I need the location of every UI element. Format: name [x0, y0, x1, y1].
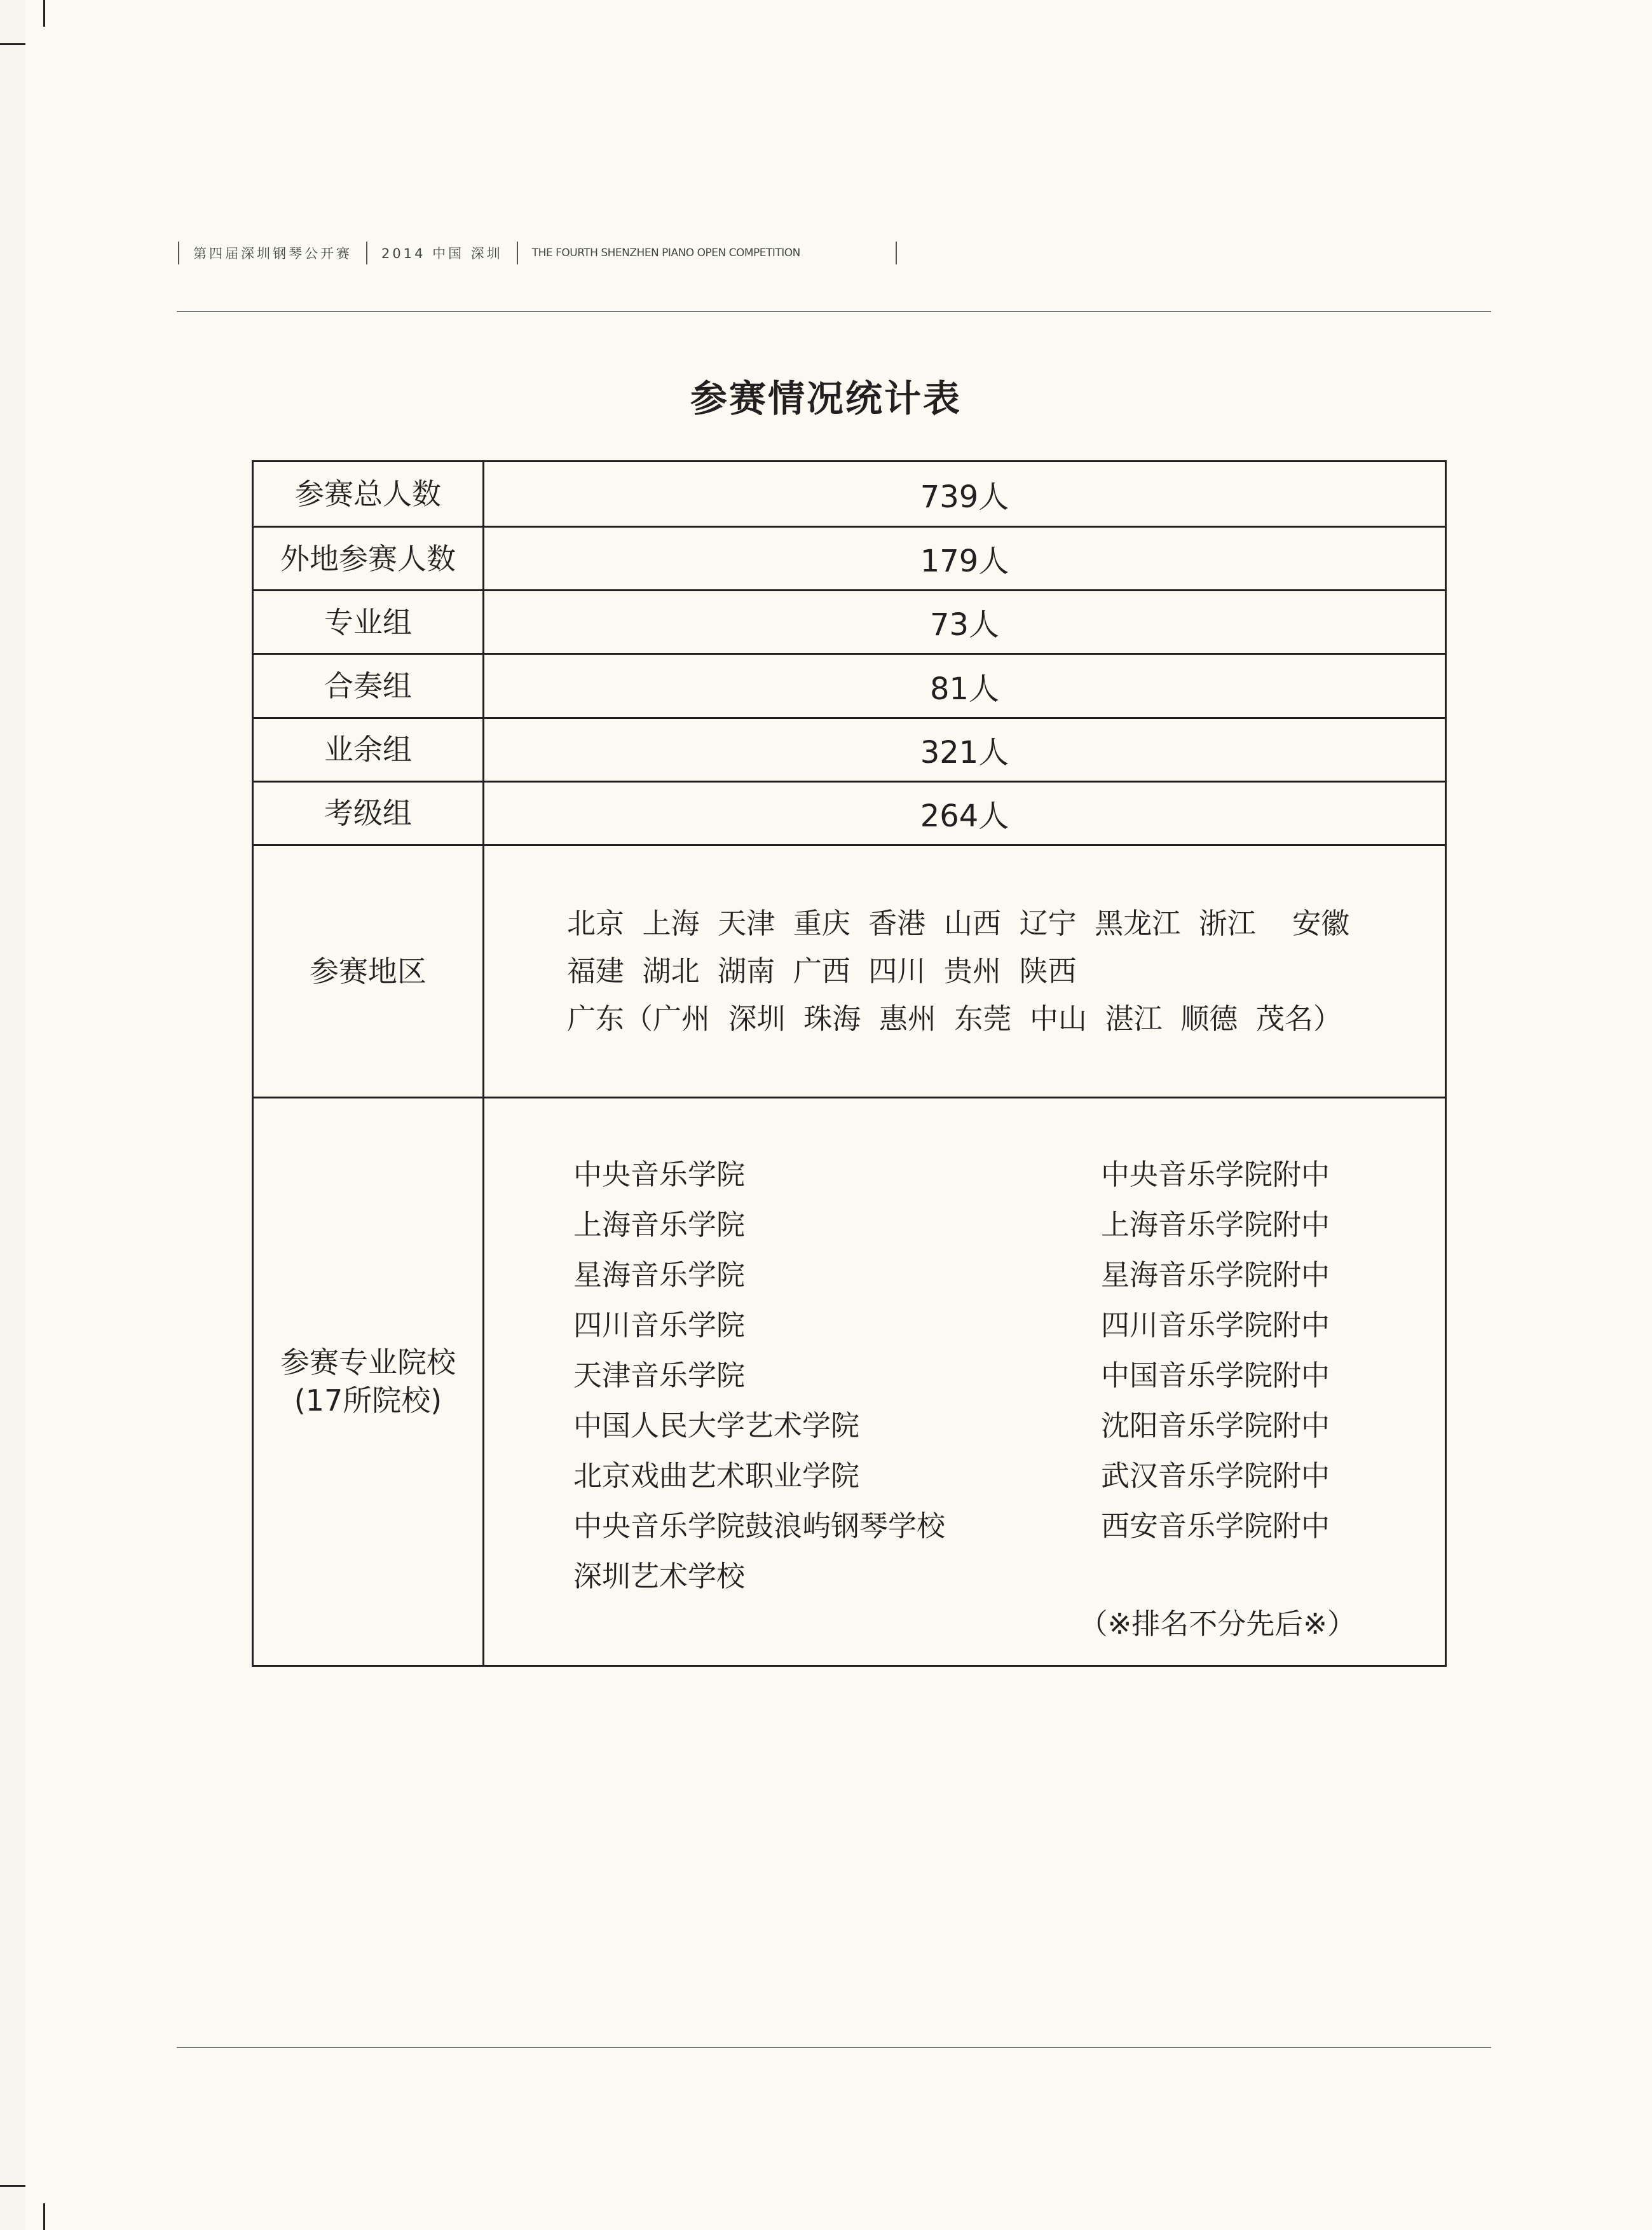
regions-line: 北京 上海 天津 重庆 香港 山西 辽宁 黑龙江 浙江 安徽: [567, 906, 1350, 941]
footer-rule: [177, 2047, 1491, 2048]
schools-column-right: [1101, 1149, 1330, 1551]
running-header: [178, 240, 897, 266]
table-row: [253, 718, 1446, 781]
row-label: 合奏组: [253, 654, 484, 718]
list-item: 中央音乐学院附中: [1101, 1157, 1330, 1191]
crop-mark-top-left-v: [43, 0, 45, 27]
row-value: 739人: [484, 462, 1446, 527]
list-item: 武汉音乐学院附中: [1101, 1458, 1330, 1493]
schools-label: [253, 1097, 484, 1666]
regions-label: 参赛地区: [253, 845, 484, 1097]
row-value: 73人: [484, 591, 1446, 654]
row-value: 321人: [484, 718, 1446, 781]
table-row-regions: [253, 845, 1446, 1097]
list-item: 上海音乐学院: [573, 1207, 746, 1242]
list-item: 北京戏曲艺术职业学院: [573, 1458, 860, 1493]
table-row: [253, 527, 1446, 591]
schools-list: [484, 1098, 1445, 1662]
ranking-note: （※排名不分先后※）: [1079, 1606, 1356, 1641]
header-event-cn: 第四届深圳钢琴公开赛: [193, 246, 352, 261]
row-label: 参赛总人数: [253, 462, 484, 527]
table-row: [253, 654, 1446, 718]
crop-mark-bottom-left-v: [43, 2203, 45, 2230]
list-item: 中国音乐学院附中: [1101, 1358, 1330, 1392]
list-item: 深圳艺术学校: [573, 1559, 746, 1593]
regions-list: [484, 845, 1446, 1097]
regions-line: 福建 湖北 湖南 广西 四川 贵州 陕西: [567, 954, 1077, 988]
list-item: 中国人民大学艺术学院: [573, 1408, 860, 1442]
list-item: 沈阳音乐学院附中: [1101, 1408, 1330, 1442]
header-year-city: 2014 中国 深圳: [381, 246, 503, 261]
list-item: 西安音乐学院附中: [1101, 1508, 1330, 1543]
table-row: [253, 591, 1446, 654]
row-value: 264人: [484, 781, 1446, 845]
table-row-schools: [253, 1097, 1446, 1666]
crop-mark-bottom-left-h: [0, 2185, 25, 2187]
row-label: 业余组: [253, 718, 484, 781]
header-event-en: THE FOURTH SHENZHEN PIANO OPEN COMPETITION: [531, 247, 800, 259]
regions-line: 广东（广州 深圳 珠海 惠州 东莞 中山 湛江 顺德 茂名）: [567, 1002, 1342, 1036]
header-divider: [896, 242, 897, 264]
schools-label-count: (17所院校): [294, 1383, 442, 1418]
row-label: 外地参赛人数: [253, 527, 484, 591]
crop-mark-top-left-h: [0, 43, 25, 45]
schools-column-left: [573, 1149, 945, 1601]
list-item: 四川音乐学院: [573, 1308, 746, 1342]
table-row: [253, 781, 1446, 845]
list-item: 四川音乐学院附中: [1101, 1308, 1330, 1342]
header-rule: [177, 311, 1491, 312]
list-item: 天津音乐学院: [573, 1358, 746, 1392]
row-value: 179人: [484, 527, 1446, 591]
schools-cell: [484, 1097, 1446, 1666]
list-item: 星海音乐学院: [573, 1257, 746, 1292]
page-title: 参赛情况统计表: [690, 377, 962, 420]
statistics-table: [252, 460, 1447, 1667]
row-label: 考级组: [253, 781, 484, 845]
list-item: 中央音乐学院鼓浪屿钢琴学校: [573, 1508, 946, 1543]
list-item: 上海音乐学院附中: [1101, 1207, 1330, 1242]
list-item: 星海音乐学院附中: [1101, 1257, 1330, 1292]
row-value: 81人: [484, 654, 1446, 718]
row-label: 专业组: [253, 591, 484, 654]
table-row: [253, 462, 1446, 527]
schools-label-line: 参赛专业院校: [280, 1345, 456, 1380]
list-item: 中央音乐学院: [573, 1157, 746, 1191]
